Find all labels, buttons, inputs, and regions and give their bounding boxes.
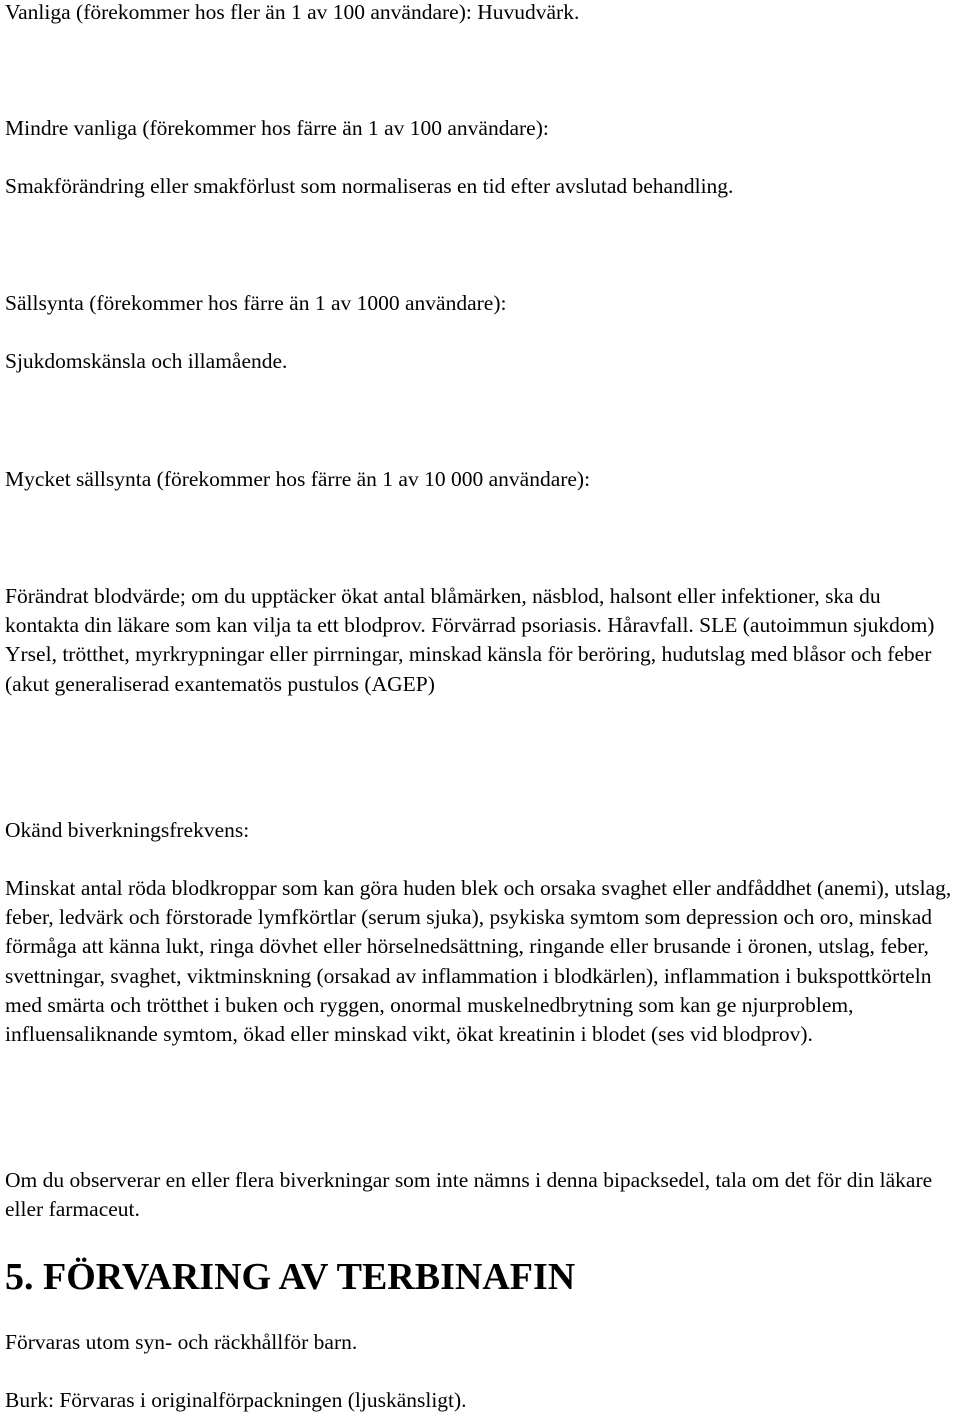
storage-children-text: Förvaras utom syn- och räckhållför barn. bbox=[5, 1330, 358, 1354]
storage-package-text: Burk: Förvaras i originalförpackningen (ljuskänsligt). bbox=[5, 1388, 467, 1412]
uncommon-frequency-heading: Mindre vanliga (förekommer hos färre än 1 av 100 användare): bbox=[5, 116, 549, 140]
uncommon-frequency-text: Smakförändring eller smakförlust som normaliseras en tid efter avslutad behandling. bbox=[5, 174, 734, 198]
section-heading-storage: 5. FÖRVARING AV TERBINAFIN bbox=[5, 1256, 576, 1298]
rare-frequency-heading: Sällsynta (förekommer hos färre än 1 av 1000 användare): bbox=[5, 291, 507, 315]
rare-frequency-text: Sjukdomskänsla och illamående. bbox=[5, 349, 288, 373]
unknown-frequency-text: Minskat antal röda blodkroppar som kan göra huden blek och orsaka svaghet eller andfåddhet (anemi), utslag, feber, ledvärk och förstorade lymfkörtlar (serum sjuka), psykiska symtom som depression och oro, minskad förmåga att känna lukt, ringa dövhet eller hörselnedsättning, ringande eller brusande i öronen, utslag, feber, svettningar, svaghet, viktminskning (orsakad av inflammation i blodkärlen), inflammation i bukspottkörteln med smärta och trötthet i buken och ryggen, onormal muskelnedbrytning som kan ge njurproblem, influensaliknande symtom, ökad eller minskad vikt, ökat kreatinin i blodet (ses vid blodprov). bbox=[5, 876, 952, 1047]
very-rare-frequency-text: Förändrat blodvärde; om du upptäcker ökat antal blåmärken, näsblod, halsont eller infektioner, ska du kontakta din läkare som kan vilja ta ett blodprov. Förvärrad psoriasis. Håravfall. SLE (autoimmun sjukdom) Yrsel, trötthet, myrkrypningar eller pirrningar, minskad känsla för beröring, hudutslag med blåsor och feber (akut generaliserad exantematös pustulos (AGEP) bbox=[5, 584, 935, 696]
unknown-frequency-heading: Okänd biverkningsfrekvens: bbox=[5, 818, 250, 842]
common-frequency-text: Vanliga (förekommer hos fler än 1 av 100 användare): Huvudvärk. bbox=[5, 0, 580, 24]
very-rare-frequency-heading: Mycket sällsynta (förekommer hos färre än 1 av 10 000 användare): bbox=[5, 467, 591, 491]
report-side-effects-text: Om du observerar en eller flera biverkningar som inte nämns i denna bipacksedel, tala om det för din läkare eller farmaceut. bbox=[5, 1168, 933, 1222]
